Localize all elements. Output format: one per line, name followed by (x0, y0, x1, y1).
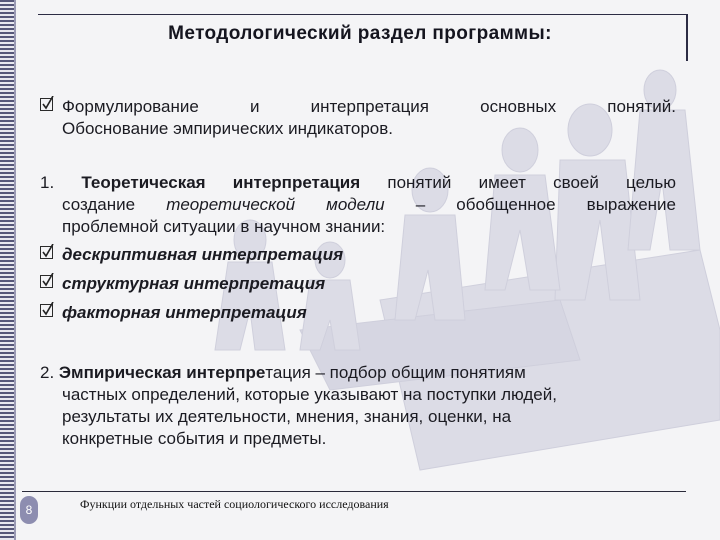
check-item-label: дескриптивная интерпретация (62, 245, 344, 264)
item-1-line-1: 1. Теоретическая интерпретация понятий имеет своей целью (40, 173, 677, 192)
left-decorative-stripe (0, 0, 14, 540)
checkbox-icon (40, 98, 53, 111)
footer-caption: Функции отдельных частей социологического исследования (80, 497, 389, 511)
item-1-line-3: проблемной ситуации в научном знании: (62, 217, 386, 236)
footer-divider (22, 491, 686, 492)
item-2-line-2: частных определений, которые указывают на поступки людей, (62, 385, 557, 404)
item-2-line-1: 2. Эмпирическая интерпретация – подбор общим понятиям (40, 363, 526, 382)
intro-line-2: Обоснование эмпирических индикаторов. (62, 119, 394, 138)
checkbox-icon (40, 246, 53, 259)
slide-title: Методологический раздел программы: (168, 23, 552, 44)
intro-line-1: Формулирование и интерпретация основных понятий. (62, 97, 676, 116)
check-item-structural (40, 273, 676, 295)
left-stripe-edge (14, 0, 16, 540)
intro-paragraph (40, 96, 676, 140)
check-item-descriptive (40, 244, 676, 266)
slide-content (40, 96, 676, 450)
item-2-line-4: конкретные события и предметы. (62, 429, 327, 448)
item-2 (40, 362, 676, 450)
check-item-label: структурная интерпретация (62, 274, 326, 293)
item-1-line-2: создание теоретической модели – обобщенное выражение (62, 195, 676, 214)
checkbox-icon (40, 304, 53, 317)
page-number: 8 (20, 496, 38, 524)
item-1 (40, 172, 676, 238)
item-2-line-3: результаты их деятельности, мнения, знания, оценки, на (62, 407, 512, 426)
checkbox-icon (40, 275, 53, 288)
check-item-label: факторная интерпретация (62, 303, 307, 322)
check-item-factor (40, 302, 676, 324)
